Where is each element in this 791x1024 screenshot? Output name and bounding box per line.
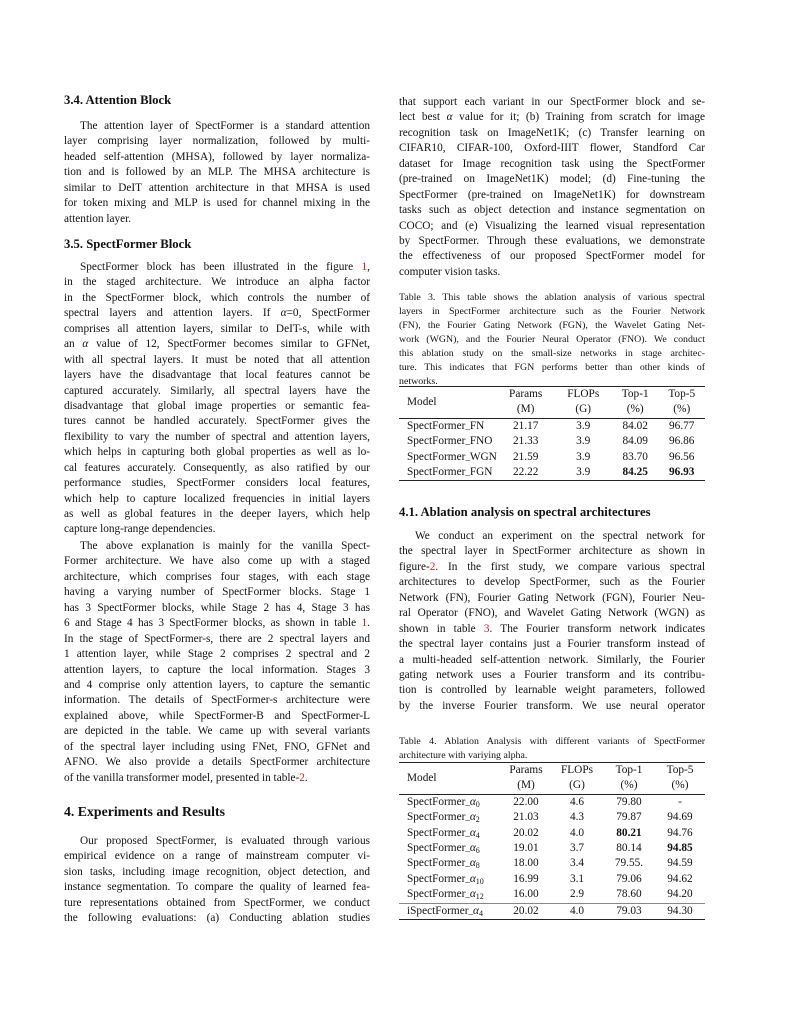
cell-model: $SpectFormer\_\alpha_{10}$ [407,872,484,886]
math-alpha: α [469,857,476,870]
table-3 [399,386,705,481]
alpha-subscript: 8 [475,861,480,871]
text-line: headed self-attention (MHSA), followed by layer normaliza- [64,150,370,163]
text-line: figure-2. In the first study, we compare various spectral [399,560,705,573]
table-row [399,872,705,887]
text-line: this ablation study on the small-size networks in stage architec- [399,348,705,359]
cell-flops: 3.4 [569,857,585,870]
paragraph-experiments [64,834,370,927]
reference-link[interactable]: 2 [299,771,305,784]
cell-top1: 79.87 [616,811,642,824]
text-line: computer vision tasks. [399,265,501,278]
text-line: in the SpectFormer block, which controls the number of [64,291,370,304]
text-line: a multi-headed self-attention network. Similarly, the Fourier [399,653,705,666]
text-line: work (WGN), and the Fourier Neural Operator (FNO). We conduct [399,334,705,345]
reference-link[interactable]: 1 [361,617,368,630]
reference-link[interactable]: 2 [429,560,436,573]
cell-top5: 96.86 [669,435,695,448]
text-line: captured accurately. Similarly, all spectral layers have the [64,384,370,397]
table4-caption [399,735,705,763]
cell-params: 16.00 [513,888,539,901]
text-line: the spectral layer in SpectFormer architecture as shown in [399,545,705,558]
text-line: having a varying number of SpectFormer blocks. Stage 1 [64,586,370,599]
text-line: of the spectral layer including using FNet, FNO, GFNet and [64,740,370,753]
cell-top1 [603,826,655,841]
math-alpha: α [82,338,89,351]
cell-top5: 94.69 [667,811,693,824]
text-line: flexibility to vary the number of spectral and attention layers, [64,430,370,443]
table-header-row [399,387,705,403]
cell-top5: 94.62 [667,872,693,885]
text-line: lect best α value for it; (b) Training from scratch for image [399,111,705,124]
text-line: COCO; and (e) Visualizing the learned visual representation [399,219,705,232]
table-row [399,794,705,810]
table-row [399,810,705,825]
text-line: attention layer. [64,212,132,225]
best-value: 94.85 [667,842,693,855]
text-line: in the staged architecture. We introduce an alpha factor [64,276,370,289]
column-header: Params [501,763,551,779]
table-row [399,465,705,481]
text-line: recognition task on ImageNet1K; (c) Transfer learning on [399,126,705,139]
text-line: tion is controlled by learnable weight parameters, followed [399,684,705,697]
column-unit: (M) [501,778,551,794]
text-line: AFNO. We also provide a details SpectFormer architecture [64,756,370,769]
text-line: information. The details of SpectFormer-s architecture were [64,694,370,707]
table-row [399,887,705,903]
text-line: tasks such as object detection and instance segmentation on [399,204,705,217]
text-line: The attention layer of SpectFormer is a standard attention [80,120,370,132]
math-alpha: α [469,888,476,901]
cell-flops: 4.6 [569,795,585,808]
text-line: architecture, which comprises four stages, with each stage [64,570,370,583]
column-unit: (G) [555,402,612,418]
column-header-model: Model [399,387,497,419]
text-line: shown in table 3. The Fourier transform network indicates [399,622,705,635]
paragraph-evaluations-continued [399,95,705,280]
text-line: ral Operator (FNO), and Wavelet Gating Network (WGN) as [399,607,705,620]
cell-flops: 3.9 [576,419,591,432]
text-line: In the stage of SpectFormer-s, there are 2 spectral layers and [64,632,370,645]
column-header: Top-1 [612,387,659,403]
text-line: similar to DeIT attention architecture in that MHSA is used [64,181,370,194]
math-alpha: α [280,307,287,320]
alpha-subscript: 0 [475,799,480,809]
text-line: empirical evidence on a range of mainstream computer vi- [64,850,370,863]
alpha-subscript: 4 [478,908,483,918]
text-line: by SpectFormer. Through these evaluations, we demonstrate [399,234,705,247]
cell-flops: 3.9 [576,450,591,463]
text-line: We conduct an experiment on the spectral network for [415,530,705,542]
cell-params: 19.01 [513,842,539,855]
cell-top5: 94.59 [667,857,693,870]
best-value: 96.93 [669,466,695,479]
column-header: Params [497,387,555,403]
text-line: an α value of 12, SpectFormer becomes similar to GFNet, [64,338,370,351]
cell-top1: 80.14 [616,842,642,855]
table-row [399,450,705,465]
math-alpha: α [446,111,453,124]
text-line: which helps in capturing both global properties as well as lo- [64,446,370,459]
text-line: Table 3. This table shows the ablation analysis of various spectral [399,292,705,303]
column-unit: (%) [655,778,705,794]
section-heading-3-5: 3.5. SpectFormer Block [64,237,192,251]
table-row [399,418,705,434]
column-header: FLOPs [551,763,603,779]
cell-flops: 3.9 [576,435,591,448]
text-line: layer comprising layer normalization, followed by multi- [64,135,370,148]
math-alpha: α [469,795,476,808]
text-line: are depicted in the table. We came up with several variants [64,725,370,738]
cell-model: SpectFormer_FNO [407,435,493,448]
alpha-subscript: 12 [475,892,484,902]
text-line: the following evaluations: (a) Conducting ablation studies [64,912,370,925]
text-line: gating network uses a Fourier transform and its contribu- [399,668,705,681]
text-line: that support each variant in our SpectFormer block and se- [399,96,705,108]
alpha-subscript: 10 [475,876,484,886]
cell-model: $SpectFormer\_\alpha_{12}$ [407,888,484,902]
table-row [399,856,705,871]
text-line: by the inverse Fourier transform. We use neural operator [399,699,705,712]
text-line: for token mixing and MLP is used for channel mixing in the [64,197,370,210]
text-line: instance segmentation. To compare the quality of learned fea- [64,881,370,894]
text-line: explained above, while SpectFormer-B and SpectFormer-L [64,709,370,722]
text-line: Our proposed SpectFormer, is evaluated through various [80,835,370,847]
cell-top5 [658,465,705,481]
text-line: cal features accurately. Consequently, as also ratified by our [64,461,370,474]
text-line: sion tasks, including image recognition, object detection, and [64,865,370,878]
section-heading-3-4: 3.4. Attention Block [64,93,172,107]
text-line: architecture with variying alpha. [399,750,528,761]
text-line: (pre-trained on ImageNet1K) model; (d) Fine-tuning the [399,173,705,186]
cell-model: SpectFormer_FGN [399,465,497,481]
cell-top1: 78.60 [616,888,642,901]
reference-link[interactable]: 3 [483,622,490,635]
text-line: 1 attention layer, while Stage 2 comprises 2 spectral and 2 [64,648,370,661]
text-line: tion and is followed by an MLP. The MHSA architecture is [64,166,370,179]
cell-params: 22.00 [513,795,539,808]
column-unit: (M) [497,402,555,418]
reference-link[interactable]: 1 [361,261,368,273]
paragraph-spectformer-block [64,260,370,538]
cell-flops: 3.9 [555,465,612,481]
text-line: Network (FN), Fourier Gating Network (FGN), Fourier Neu- [399,591,705,604]
text-line: Table 4. Ablation Analysis with different variants of SpectFormer [399,736,705,747]
text-line: layers have the disadvantage that local features cannot be [64,369,370,382]
text-line: the effectiveness of our proposed SpectFormer model for [399,250,705,263]
text-line: ture representations obtained from SpectFormer, we conduct [64,896,370,909]
text-line: 6 and Stage 4 has 3 SpectFormer blocks, as shown in table 1. [64,617,370,630]
math-alpha: α [469,811,476,824]
table-row [399,434,705,449]
math-alpha: α [469,826,476,839]
cell-model: $SpectFormer\_\alpha_2$ [407,811,480,825]
text-line: layers in SpectFormer architecture such as the Fourier Network [399,306,705,317]
column-unit: (%) [603,778,655,794]
cell-params: 21.33 [512,435,539,448]
cell-model: $SpectFormer\_\alpha_0$ [407,795,480,809]
cell-model: $SpectFormer\_\alpha_6$ [407,842,480,856]
text-line: architectures to develop SpectFormer, such as the Fourier [399,576,705,589]
text-line: performance studies, SpectFormer considers local features, [64,477,370,490]
math-alpha: α [473,904,479,917]
cell-top1: 84.09 [622,435,648,448]
cell-top1 [612,465,659,481]
cell-flops: 2.9 [569,888,585,901]
cell-params: 16.99 [513,872,539,885]
text-line: ture. This indicates that FGN performs better than other kinds of [399,362,705,373]
text-line: dataset for Image recognition task using the SpectFormer [399,157,705,170]
cell-top1: 79.03 [603,903,655,919]
cell-top1: 83.70 [622,450,648,463]
table-header-row [399,763,705,779]
text-line: tures cannot be handled accurately. SpectFormer gives the [64,415,370,428]
text-line: CIFAR10, CIFAR-100, Oxford-IIIT flower, Standford Car [399,142,705,155]
paragraph-ablation-analysis [399,529,705,714]
cell-flops: 3.7 [569,842,585,855]
text-line: attention layers, to capture the local information. Stages 3 [64,663,370,676]
cell-flops: 4.0 [569,826,585,839]
cell-flops: 4.0 [551,903,603,919]
cell-top5: 96.77 [669,419,695,432]
text-line: with all spectral layers. It must be noted that all attention [64,353,370,366]
text-line: comprises all attention layers, similar to DeIT-s, while with [64,322,370,335]
alpha-subscript: 6 [475,846,480,856]
cell-top1: 79.55. [614,857,644,870]
cell-top5: 94.30 [655,903,705,919]
text-line: capture long-range dependencies. [64,523,216,536]
text-line: disadvantage that global image properties or semantic fea- [64,399,370,412]
table-row [399,841,705,856]
text-line: SpectFormer block has been illustrated in the figure 1, [80,261,370,273]
text-line: has 3 SpectFormer blocks, while Stage 2 has 4, Stage 3 has [64,601,370,614]
cell-top1: 79.80 [616,795,642,808]
cell-top1: 79.06 [616,872,642,885]
text-line: the spectral layer contains just a Fourier transform instead of [399,638,705,651]
column-unit: (%) [612,402,659,418]
best-value: 80.21 [616,826,642,839]
cell-model: $SpectFormer\_\alpha_4$ [407,826,480,840]
cell-model: $SpectFormer\_\alpha_8$ [407,857,480,871]
text-line: of the vanilla transformer model, presented in table-2. [64,771,308,784]
section-heading-4-1: 4.1. Ablation analysis on spectral architectures [399,505,651,519]
text-line: (FN), the Fourier Gating Network (FGN), the Wavelet Gating Net- [399,320,705,331]
cell-params: 22.22 [497,465,555,481]
text-line: and 4 comprise only attention layers, to capture the semantic [64,678,370,691]
paragraph-attention-block [64,119,370,227]
table-4 [399,762,705,920]
cell-params: 21.59 [512,450,539,463]
cell-flops: 3.1 [569,872,585,885]
text-line: as well as global features in the deeper layers, which help [64,508,370,520]
alpha-subscript: 4 [475,830,480,840]
cell-params: 21.17 [512,419,539,432]
table3-caption [399,291,705,389]
cell-top5: - [678,795,682,808]
alpha-subscript: 2 [475,815,480,825]
table-row [399,903,705,919]
table-row [399,826,705,841]
column-header-model: Model [399,763,501,795]
math-alpha: α [469,872,476,885]
column-header: Top-5 [655,763,705,779]
text-line: The above explanation is mainly for the vanilla Spect- [80,540,370,552]
cell-top1: 84.02 [622,419,648,432]
text-line: which help to capture localized frequencies in initial layers [64,492,370,505]
cell-model: SpectFormer_FN [407,419,485,432]
text-line: SpectFormer (pre-trained on ImageNet1K) for downstream [399,188,705,201]
cell-params: 18.00 [513,857,539,870]
column-unit: (G) [551,778,603,794]
column-header: Top-1 [603,763,655,779]
cell-params: 20.02 [501,903,551,919]
column-header: Top-5 [658,387,705,403]
cell-model: $iSpectFormer\_\alpha_4$ [399,903,501,919]
paragraph-staged-architecture [64,539,370,786]
math-alpha: α [469,842,476,855]
cell-model: SpectFormer_WGN [407,450,497,463]
text-line: networks. [399,376,438,387]
column-unit: (%) [658,402,705,418]
cell-top5: 94.20 [667,888,693,901]
cell-top5: 94.76 [667,826,693,839]
cell-params: 21.03 [513,811,539,824]
column-header: FLOPs [555,387,612,403]
cell-top5 [655,841,705,856]
cell-params: 20.02 [513,826,539,839]
text-line: spectral layers and attention layers. If α=0, SpectFormer [64,307,370,320]
section-heading-4: 4. Experiments and Results [64,804,225,819]
best-value: 84.25 [622,466,648,479]
cell-top5: 96.56 [669,450,695,463]
cell-flops: 4.3 [569,811,585,824]
text-line: Former architecture. We have also come up with a staged [64,555,370,568]
